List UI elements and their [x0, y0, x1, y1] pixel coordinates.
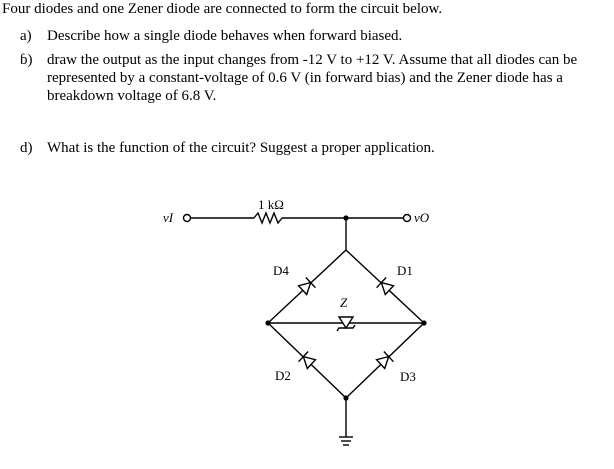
- node-top-junction: [343, 215, 348, 220]
- input-terminal: [184, 215, 191, 222]
- question-a-label: a): [20, 28, 32, 44]
- node-right-junction: [421, 320, 426, 325]
- question-a-text: Describe how a single diode behaves when forward biased.: [47, 28, 403, 44]
- zener-label: Z: [340, 295, 348, 310]
- d1-label: D1: [397, 263, 413, 278]
- output-label: vO: [414, 210, 430, 225]
- resistor-label: 1 kΩ: [258, 197, 284, 212]
- question-b-text: draw the output as the input changes from -12 V to +12 V. Assume that all diodes can be represented by a constant-voltage of 0.6 V (in forward bias) and the Zener diode has a breakdown voltage of 6.8 V.: [47, 52, 578, 104]
- d2-label: D2: [275, 368, 291, 383]
- node-left-junction: [265, 320, 270, 325]
- question-d-text: What is the function of the circuit? Suggest a proper application.: [47, 140, 435, 156]
- node-bottom-junction: [343, 395, 348, 400]
- problem-intro: Four diodes and one Zener diode are connected to form the circuit below.: [2, 1, 443, 17]
- d3-label: D3: [400, 369, 416, 384]
- input-label: vI: [163, 210, 174, 225]
- zener-diode: [337, 317, 355, 331]
- d4-label: D4: [273, 263, 289, 278]
- resistor: [254, 213, 282, 223]
- question-b-label: ɓ): [20, 52, 33, 68]
- question-d-label: d): [20, 140, 33, 156]
- output-terminal: [404, 215, 411, 222]
